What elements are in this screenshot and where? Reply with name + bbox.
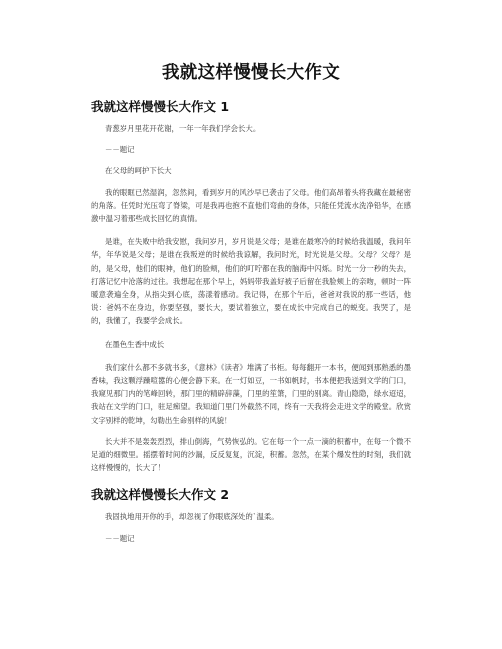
paragraph-epigraph-attribution: －－题记 [105,145,135,155]
paragraph: 青葱岁月里花开花谢，一年一年我们学会长大。 [105,124,261,133]
paragraph-subheading: 在父母的呵护下长大 [105,166,172,176]
paragraph: 长大并不是轰轰烈烈，排山倒海，气势恢弘的。它在每一个一点一滴的积蓄中，在每一个微不足道的细微里。摇摆着时间的沙漏，反反复复，沉淀，积蓄。忽然，在某个爆发性的时刻，我们就这样慢慢的，长大了！ [91,436,411,473]
section-heading-2: 我就这样慢慢长大作文 2 [91,487,230,503]
document-title: 我就这样慢慢长大作文 [162,63,340,83]
paragraph: 我们家什么都不多就书多，《意林》《读者》堆满了书柜。每每翻开一本书，便闻到那熟悉的墨香味，我这颗浮躁喧嚣的心便会静下来。在一灯如豆，一书如帆时，书本便把我送到文学的门口，我窥见那门内的笔峰回转，那门里的精辟辞藻，门里的笙箫，门里的别离。青山隐隐，绿水迢迢，我站在文学的门口，驻足痴望。我知道门里门外截然不同，终有一天我将会走进文学的殿堂。欣赏文字别样的乾坤，勾勒出生命别样的风貌！ [91,362,411,425]
paragraph: 我固执地用开你的手，却忽视了你眼底深处的`温柔。 [105,512,279,522]
section-heading-1: 我就这样慢慢长大作文 1 [91,99,230,114]
paragraph: 是谁，在失败中给我安慰，我问岁月，岁月说是父母；是谁在最寒冷的时候给我温暖，我问年华，年华说是父母；是谁在我叛逆的时候给我谅解，我问时光，时光说是父母。父母？父母？是的，是父母，他们的眼神，他们的脸颊，他们的叮咛都在我的脑海中闪烁。时光一分一秒的失去，打落记忆中沧落的过往。我想起在那个早上，妈妈带我盖好被子后留在我脸颊上的亲吻，顿时一阵暖意袭遍全身，从指尖到心底，荡漾着感动。我记得，在那个午后，爸爸对我说的那一些话，他说：爸妈不在身边，你要坚强，要长大，要试着独立，要在成长中完成自己的蜕变。我哭了，是的，我懂了，我要学会成长。 [91,237,411,326]
paragraph-epigraph-attribution: －－题记 [105,533,135,543]
paragraph-subheading: 在墨色生香中成长 [105,339,165,349]
paragraph: 我的眼眶已然湿润，忽然间，看到岁月的风沙早已袭击了父母。他们高昂着头将我藏在最秘密的角落。任凭时光压弯了脊梁，可是我再也抱不直他们弯曲的身体，只能任凭流水洗净铅华，在感激中温习着那些成长回忆的真情。 [91,187,411,224]
